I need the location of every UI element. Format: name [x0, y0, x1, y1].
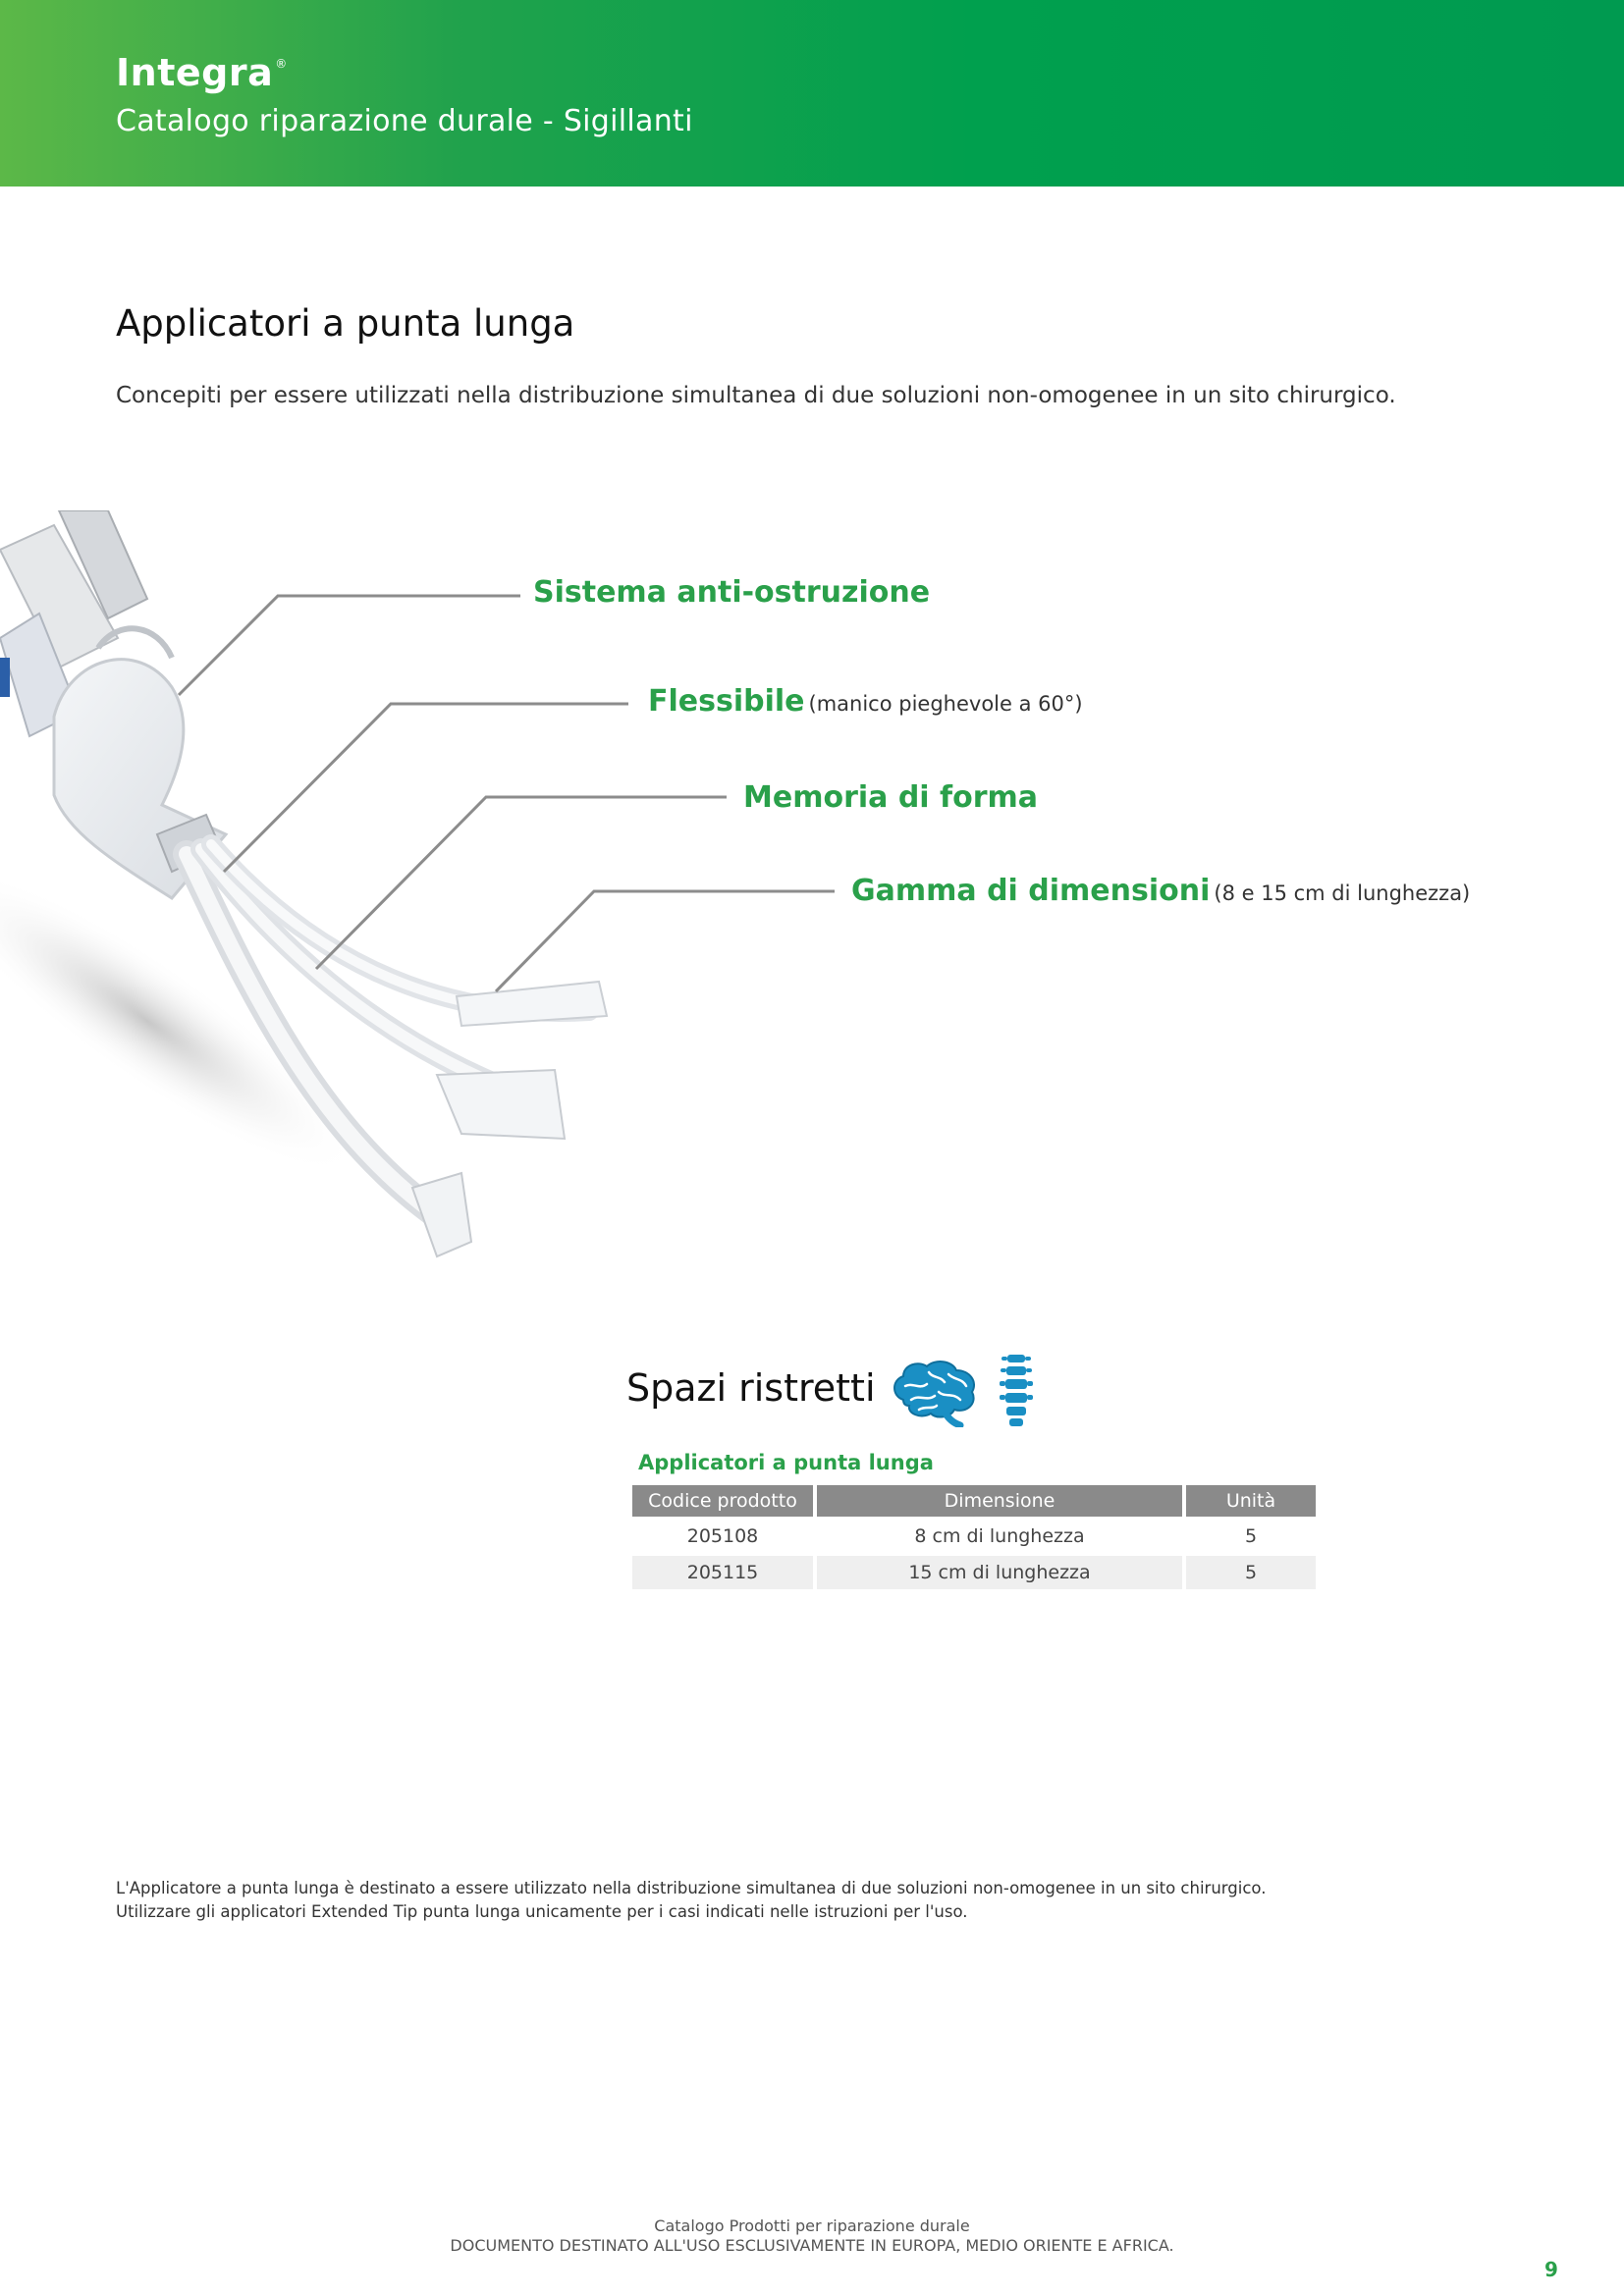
callout-flexible: [648, 684, 1083, 719]
header-units: Unità: [1186, 1485, 1316, 1517]
header-banner: [0, 0, 1624, 187]
product-table: [628, 1482, 1320, 1592]
table-row: [632, 1556, 1316, 1589]
disclaimer-line: L'Applicatore a punta lunga è destinato a essere utilizzato nella distribuzione simultanea di due soluzioni non-omogenee in un sito chirurgico.: [116, 1879, 1267, 1897]
header-product-code: Codice prodotto: [632, 1485, 813, 1517]
brand-name: Integra: [116, 51, 274, 94]
page-number: 9: [1544, 2258, 1558, 2281]
cell-dimension: 15 cm di lunghezza: [817, 1556, 1182, 1589]
page-title: Applicatori a punta lunga: [116, 302, 575, 345]
applicator-tips: [412, 982, 607, 1256]
spine-icon: [1000, 1353, 1033, 1427]
disclaimer: [116, 1877, 1266, 1924]
disclaimer-line: Utilizzare gli applicatori Extended Tip punta lunga unicamente per i casi indicati nelle istruzioni per l'uso.: [116, 1902, 968, 1921]
applicator-product-image: [0, 510, 982, 1276]
callout-label: Memoria di forma: [743, 780, 1038, 815]
table-caption: Applicatori a punta lunga: [638, 1451, 934, 1474]
registered-mark: ®: [275, 57, 288, 71]
section-title: Spazi ristretti: [626, 1366, 876, 1410]
cell-product-code: 205108: [686, 1525, 759, 1547]
cell-units: 5: [1244, 1525, 1258, 1547]
footer-region-notice: DOCUMENTO DESTINATO ALL'USO ESCLUSIVAMENTE IN EUROPA, MEDIO ORIENTE E AFRICA.: [450, 2236, 1174, 2255]
brain-icon: [890, 1357, 980, 1427]
cell-units: 5: [1186, 1556, 1316, 1589]
catalog-subtitle: Catalogo riparazione durale - Sigillanti: [116, 104, 693, 138]
footer-catalog-name: Catalogo Prodotti per riparazione durale: [654, 2216, 970, 2235]
header-dimension: Dimensione: [817, 1485, 1182, 1517]
callout-label: Sistema anti-ostruzione: [533, 575, 931, 610]
cell-dimension: 8 cm di lunghezza: [914, 1525, 1085, 1547]
table-row: [632, 1520, 1316, 1553]
callout-size-range: [851, 874, 1470, 908]
callout-label: Gamma di dimensioni: [851, 874, 1211, 908]
table-header-row: [632, 1485, 1316, 1517]
intro-text: Concepiti per essere utilizzati nella distribuzione simultanea di due soluzioni non-omogenee in un sito chirurgico.: [116, 383, 1396, 408]
callout-label: Flessibile: [648, 684, 805, 719]
footer: [0, 2216, 1624, 2256]
brand-logo: [116, 51, 288, 94]
callout-note: (8 e 15 cm di lunghezza): [1214, 881, 1471, 905]
callout-anti-clog: [533, 575, 934, 610]
cell-product-code: 205115: [632, 1556, 813, 1589]
callout-shape-memory: [743, 780, 1042, 815]
callout-note: (manico pieghevole a 60°): [808, 692, 1083, 716]
